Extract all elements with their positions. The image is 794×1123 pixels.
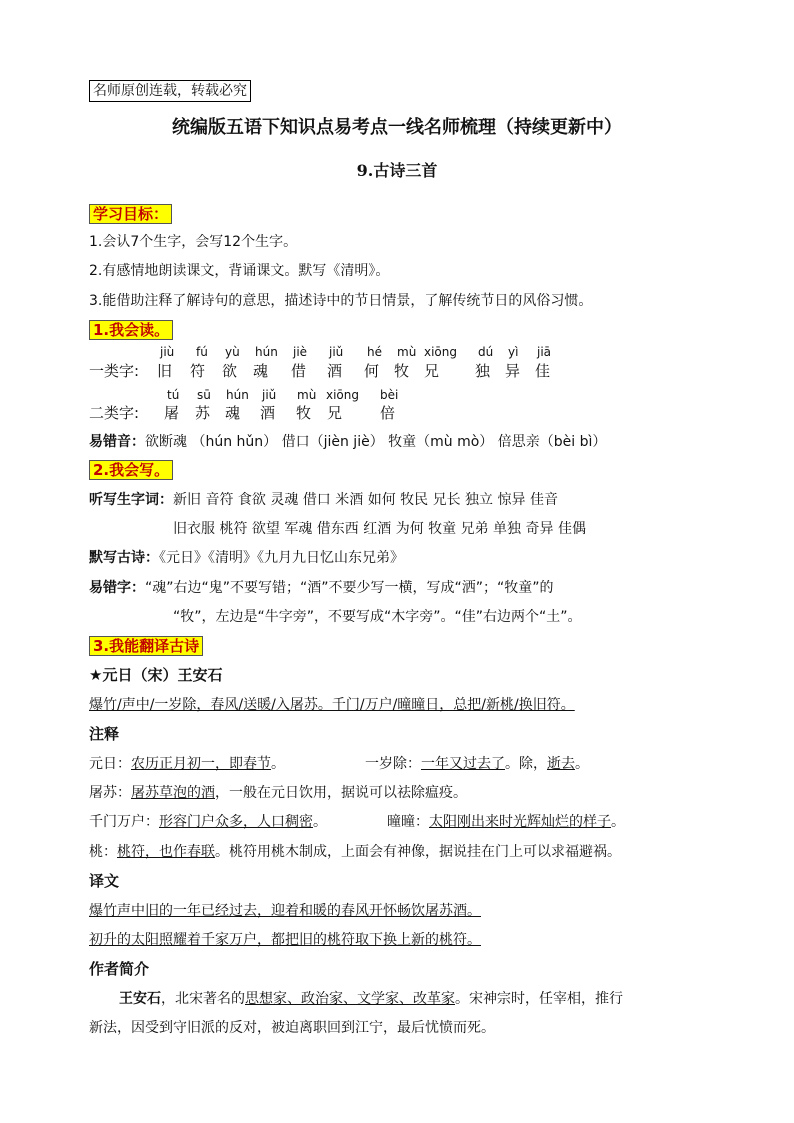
pinyin: hún (255, 345, 278, 359)
note-label: 曈曈： (387, 814, 429, 830)
pinyin: jiè (293, 345, 308, 359)
read-heading: 1.我会读。 (89, 320, 173, 340)
note-tail: 。 (313, 814, 327, 830)
misread-label: 易错音： (89, 434, 145, 450)
hanzi: 魂 (225, 404, 241, 422)
pinyin: yì (508, 345, 519, 359)
note-label: 屠苏： (89, 785, 131, 801)
row1-pinyin (0, 345, 794, 361)
translation-heading: 译文 (89, 872, 120, 890)
note-text: 逝去 (547, 756, 575, 772)
note-tail: 。 (271, 756, 285, 772)
dictation-words-1: 新旧 音符 食欲 灵魂 借口 米酒 如何 牧民 兄长 独立 惊异 佳音 (173, 492, 558, 508)
write-heading: 2.我会写。 (89, 460, 173, 480)
pinyin: tú (167, 388, 180, 402)
note-label: 千门万户： (89, 814, 159, 830)
dictation-words-2: 旧衣服 桃符 欲望 军魂 借东西 红酒 为何 牧童 兄弟 单独 奇异 佳偶 (173, 521, 586, 537)
goals-heading: 学习目标： (89, 204, 172, 224)
pinyin: mù (297, 388, 317, 402)
note-text: 桃符，也作春联 (117, 844, 215, 860)
pinyin: sū (197, 388, 211, 402)
author-text: ，北宋著名的 (161, 991, 245, 1007)
copyright-stamp: 名师原创连载，转载必究 (89, 80, 251, 102)
note-tao (89, 842, 621, 862)
error-text-1: “魂”右边“鬼”不要写错；“酒”不要少写一横，写成“洒”；“牧童”的 (145, 580, 554, 596)
hanzi: 何 (364, 362, 380, 380)
note-tail: 。 (575, 756, 589, 772)
pinyin: fú (196, 345, 208, 359)
note-yisuichu (365, 754, 589, 774)
row1-label: 一类字: (89, 362, 140, 380)
hanzi: 牧 (394, 362, 410, 380)
row2-label: 二类字: (89, 404, 140, 422)
goal-item-2: 2.有感情地朗读课文，背诵课文。默写《清明》。 (89, 263, 390, 279)
hanzi: 魂 (253, 362, 269, 380)
hanzi: 兄 (424, 362, 440, 380)
hanzi: 牧 (296, 404, 312, 422)
note-text: 太阳刚出来时光辉灿烂的样子 (429, 814, 611, 830)
error-text-2: “牧”，左边是“牛字旁”，不要写成“木字旁”。“佳”右边两个“土”。 (173, 609, 582, 625)
note-label: 桃： (89, 844, 117, 860)
note-text: 形容门户众多，人口稠密 (159, 814, 313, 830)
note-tail: 。 (611, 814, 625, 830)
pinyin: hé (367, 345, 382, 359)
pinyin: mù (397, 345, 417, 359)
dictation-label: 听写生字词： (89, 492, 173, 508)
note-text: 一年又过去了 (421, 756, 505, 772)
note-mid: 。除， (505, 756, 547, 772)
page-title: 统编版五语下知识点易考点一线名师梳理（持续更新中） (172, 117, 622, 138)
goal-item-1: 1.会认7个生字，会写12个生字。 (89, 234, 298, 250)
goals-section (89, 204, 172, 224)
note-yuanri (89, 754, 285, 774)
hanzi: 酒 (260, 404, 276, 422)
translate-section (89, 636, 203, 656)
pinyin: jiǔ (329, 345, 344, 359)
author-heading: 作者简介 (89, 960, 150, 978)
write-section (89, 460, 173, 480)
error-label: 易错字： (89, 580, 145, 596)
read-section (89, 320, 173, 340)
note-tusu (89, 783, 467, 803)
poem-dictation-line (89, 548, 404, 568)
hanzi: 异 (505, 362, 521, 380)
row1-chars (0, 360, 794, 380)
pinyin: hún (226, 388, 249, 402)
pinyin: jiù (160, 345, 175, 359)
misread-text: 欲断魂 （hún hǔn） 借口（jièn jiè） 牧童（mù mò） 倍思亲（bèi bì） (145, 434, 607, 450)
pinyin: yù (225, 345, 240, 359)
hanzi: 屠 (164, 404, 180, 422)
author-roles: 思想家、政治家、文学家、改革家 (245, 991, 455, 1007)
pinyin: xiōng (424, 345, 457, 359)
dictation-line-1 (89, 490, 558, 510)
hanzi: 独 (475, 362, 491, 380)
note-qianmen (89, 812, 327, 832)
translate-heading: 3.我能翻译古诗 (89, 636, 203, 656)
note-tail: ，一般在元日饮用，据说可以祛除瘟疫。 (215, 785, 467, 801)
translation-line-2: 初升的太阳照耀着千家万户，都把旧的桃符取下换上新的桃符。 (89, 932, 481, 948)
hanzi: 苏 (195, 404, 211, 422)
translation-line-1: 爆竹声中旧的一年已经过去，迎着和暖的春风开怀畅饮屠苏酒。 (89, 903, 481, 919)
hanzi: 符 (190, 362, 206, 380)
pinyin: jiǔ (262, 388, 277, 402)
note-label: 一岁除： (365, 756, 421, 772)
hanzi: 倍 (380, 404, 396, 422)
hanzi: 兄 (327, 404, 343, 422)
pinyin: jiā (537, 345, 552, 359)
hanzi: 借 (291, 362, 307, 380)
poem-line: 爆竹/声中/一岁除，春风/送暖/入屠苏。千门/万户/曈曈日，总把/新桃/换旧符。 (89, 697, 575, 713)
hanzi: 酒 (327, 362, 343, 380)
error-line-1 (89, 578, 554, 598)
poem-title: ★元日（宋）王安石 (89, 666, 223, 684)
hanzi: 佳 (535, 362, 551, 380)
author-para-2: 新法，因受到守旧派的反对，被迫离职回到江宁，最后忧愤而死。 (89, 1020, 495, 1036)
notes-heading: 注释 (89, 725, 120, 743)
note-tongtong (387, 812, 625, 832)
misread-line (89, 432, 606, 452)
note-tail: 。桃符用桃木制成，上面会有神像，据说挂在门上可以求福避祸。 (215, 844, 621, 860)
hanzi: 欲 (222, 362, 238, 380)
poem-dictation-label: 默写古诗： (89, 550, 159, 566)
pinyin: dú (478, 345, 494, 359)
hanzi: 旧 (157, 362, 173, 380)
note-text: 屠苏草泡的酒 (131, 785, 215, 801)
note-label: 元日： (89, 756, 131, 772)
author-para-1 (119, 989, 623, 1009)
pinyin: bèi (380, 388, 399, 402)
lesson-title: 9.古诗三首 (356, 161, 438, 180)
author-name: 王安石 (119, 991, 161, 1007)
pinyin: xiōng (326, 388, 359, 402)
author-text: 。宋神宗时，任宰相，推行 (455, 991, 623, 1007)
goal-item-3: 3.能借助注释了解诗句的意思，描述诗中的节日情景，了解传统节日的风俗习惯。 (89, 293, 593, 309)
poem-dictation-text: 《元日》《清明》《九月九日忆山东兄弟》 (159, 550, 404, 566)
row2-chars (0, 402, 794, 422)
note-text: 农历正月初一，即春节 (131, 756, 271, 772)
